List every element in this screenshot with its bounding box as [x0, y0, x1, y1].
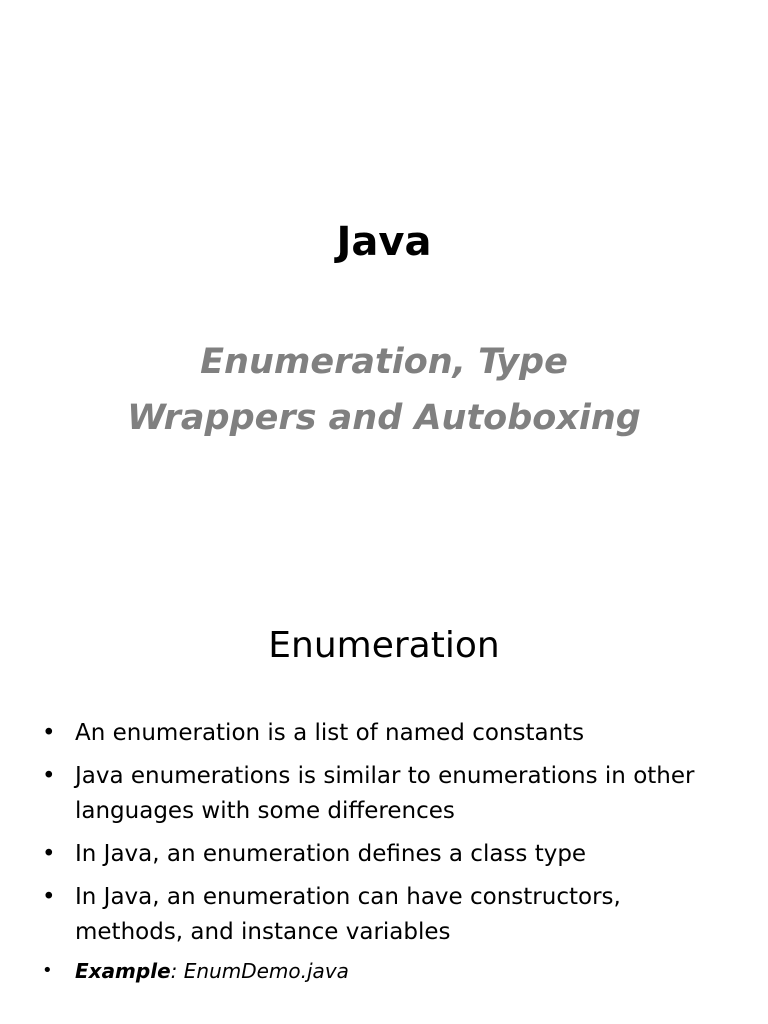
bullet-item: [42, 716, 722, 751]
section-title: Enumeration: [268, 625, 500, 666]
bullet-icon: •: [42, 763, 56, 789]
bullet-item: [42, 837, 722, 872]
bullet-icon: •: [42, 841, 56, 867]
bullet-icon: •: [42, 960, 53, 981]
bullet-icon: •: [42, 720, 56, 746]
bullet-text: In Java, an enumeration defines a class type: [75, 841, 587, 867]
bullet-item: [42, 759, 722, 829]
bullet-icon: •: [42, 884, 56, 910]
enumeration-slide: [0, 576, 768, 1024]
bullet-item: [42, 880, 722, 950]
subtitle-line-1: Enumeration, Type: [200, 342, 568, 382]
bullet-text: Java enumerations is similar to enumerations in other languages with some differences: [75, 763, 695, 824]
slide-subtitle: [0, 334, 768, 446]
slide-title: Java: [336, 219, 432, 265]
subtitle-line-2: Wrappers and Autoboxing: [127, 398, 641, 438]
example-separator: :: [170, 959, 184, 983]
bullet-text: In Java, an enumeration can have constructors, methods, and instance variables: [75, 884, 621, 945]
bullet-text: An enumeration is a list of named constants: [75, 720, 585, 746]
bullet-list: [42, 716, 722, 994]
example-label: Example: [75, 959, 171, 983]
example-file-name: EnumDemo.java: [183, 959, 349, 983]
example-bullet: [42, 956, 722, 986]
